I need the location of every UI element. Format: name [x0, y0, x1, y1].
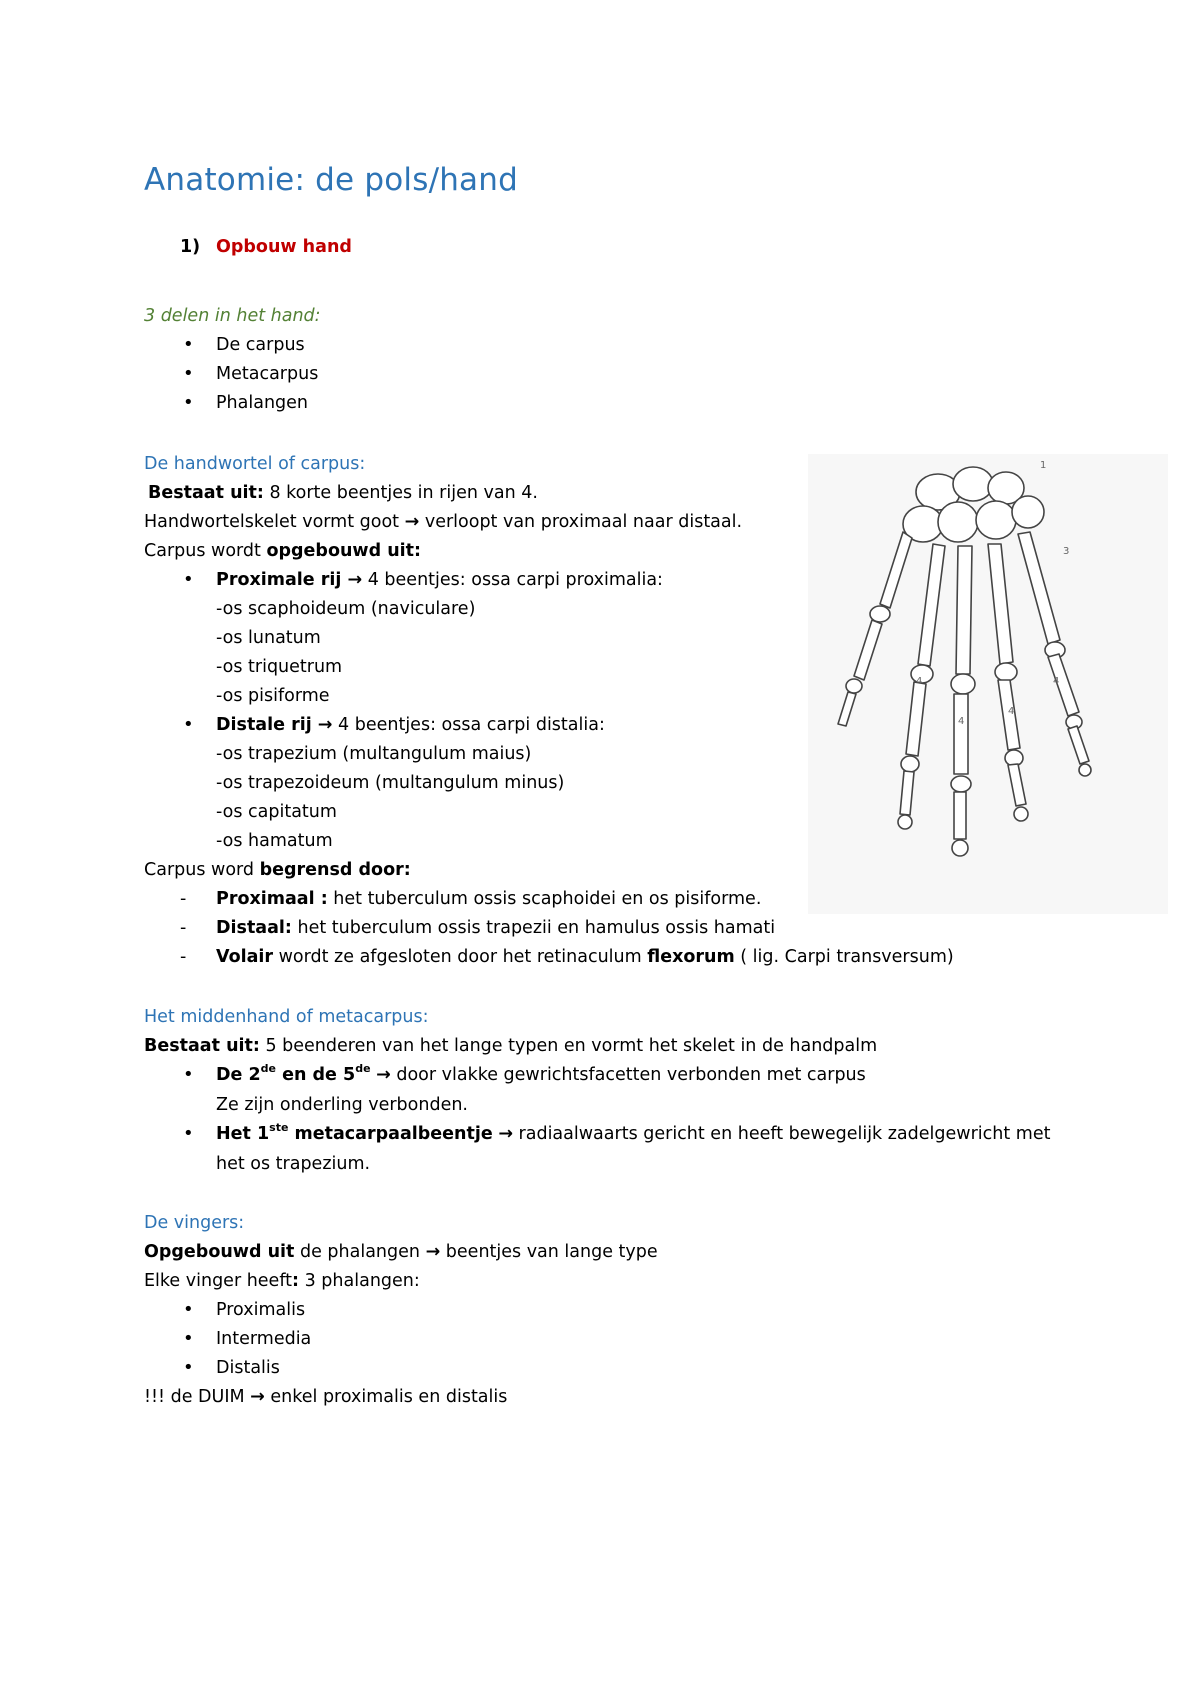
arrow-icon: →	[498, 1124, 513, 1144]
arrow-icon: →	[425, 1242, 441, 1262]
list-item: De 2de en de 5de → door vlakke gewrichtsfacetten verbonden met carpus	[216, 1062, 866, 1085]
list-item: Metacarpus	[216, 364, 319, 384]
bullet-icon: •	[183, 569, 194, 590]
list-item: -os capitatum	[216, 802, 337, 822]
dash-marker: -	[180, 947, 187, 967]
paragraph-line: Handwortelskelet vormt goot → verloopt van proximaal naar distaal.	[144, 512, 743, 532]
list-item: Phalangen	[216, 393, 309, 413]
list-item: Distalis	[216, 1358, 280, 1378]
figure-label: 1	[1040, 460, 1047, 471]
bullet-icon: •	[183, 1299, 194, 1320]
list-item: Proximale rij → 4 beentjes: ossa carpi proximalia:	[216, 570, 663, 590]
list-item: Intermedia	[216, 1329, 312, 1349]
figure-label: 4	[1053, 676, 1060, 687]
list-item: -os trapezoideum (multangulum minus)	[216, 773, 565, 793]
bullet-icon: •	[183, 1357, 194, 1378]
list-item: Distaal: het tuberculum ossis trapezii en hamulus ossis hamati	[216, 918, 776, 938]
list-item: -os trapezium (multangulum maius)	[216, 744, 532, 764]
paragraph-line: Opgebouwd uit de phalangen → beentjes van lange type	[144, 1242, 658, 1262]
paragraph-line: Bestaat uit: 5 beenderen van het lange typen en vormt het skelet in de handpalm	[144, 1036, 878, 1056]
list-item: -os lunatum	[216, 628, 321, 648]
arrow-icon: →	[317, 715, 333, 735]
bullet-icon: •	[183, 334, 194, 355]
list-item: Proximaal : het tuberculum ossis scaphoidei en os pisiforme.	[216, 889, 762, 909]
list-item: -os pisiforme	[216, 686, 330, 706]
list-item-continuation: het os trapezium.	[216, 1154, 371, 1174]
section-heading: Opbouw hand	[216, 237, 352, 257]
figure-label: 4	[1008, 706, 1015, 717]
list-item: -os triquetrum	[216, 657, 343, 677]
subheading-metacarpus: Het middenhand of metacarpus:	[144, 1007, 429, 1027]
list-item: -os scaphoideum (naviculare)	[216, 599, 476, 619]
paragraph-line: Bestaat uit: 8 korte beentjes in rijen van 4.	[148, 483, 538, 503]
intro-text: 3 delen in het hand:	[144, 306, 321, 326]
paragraph-line: Carpus wordt opgebouwd uit:	[144, 541, 422, 561]
bullet-icon: •	[183, 1064, 194, 1085]
bullet-icon: •	[183, 392, 194, 413]
arrow-icon: →	[404, 512, 420, 532]
dash-marker: -	[180, 889, 187, 909]
bullet-icon: •	[183, 363, 194, 384]
subheading-carpus: De handwortel of carpus:	[144, 454, 366, 474]
page-title: Anatomie: de pols/hand	[144, 162, 518, 198]
bullet-icon: •	[183, 1123, 194, 1144]
paragraph-line: Carpus word begrensd door:	[144, 860, 411, 880]
list-item-continuation: Ze zijn onderling verbonden.	[216, 1095, 468, 1115]
list-item: Volair wordt ze afgesloten door het retinaculum flexorum ( lig. Carpi transversum)	[216, 947, 954, 967]
arrow-icon: →	[347, 570, 363, 590]
section-number: 1)	[180, 237, 201, 257]
arrow-icon: →	[250, 1387, 265, 1407]
list-item: -os hamatum	[216, 831, 333, 851]
paragraph-line: Elke vinger heeft: 3 phalangen:	[144, 1271, 420, 1291]
hand-skeleton-illustration	[808, 454, 1168, 914]
figure-label: 4	[958, 716, 965, 727]
bullet-icon: •	[183, 1328, 194, 1349]
paragraph-line: !!! de DUIM → enkel proximalis en distalis	[144, 1387, 508, 1407]
bullet-icon: •	[183, 714, 194, 735]
figure-label: 3	[1063, 546, 1070, 557]
list-item: Distale rij → 4 beentjes: ossa carpi distalia:	[216, 715, 605, 735]
list-item: Het 1ste metacarpaalbeentje → radiaalwaarts gericht en heeft bewegelijk zadelgewricht met	[216, 1121, 1051, 1144]
list-item: Proximalis	[216, 1300, 306, 1320]
dash-marker: -	[180, 918, 187, 938]
arrow-icon: →	[376, 1065, 391, 1085]
subheading-fingers: De vingers:	[144, 1213, 245, 1233]
list-item: De carpus	[216, 335, 305, 355]
figure-label: 4	[916, 676, 923, 687]
